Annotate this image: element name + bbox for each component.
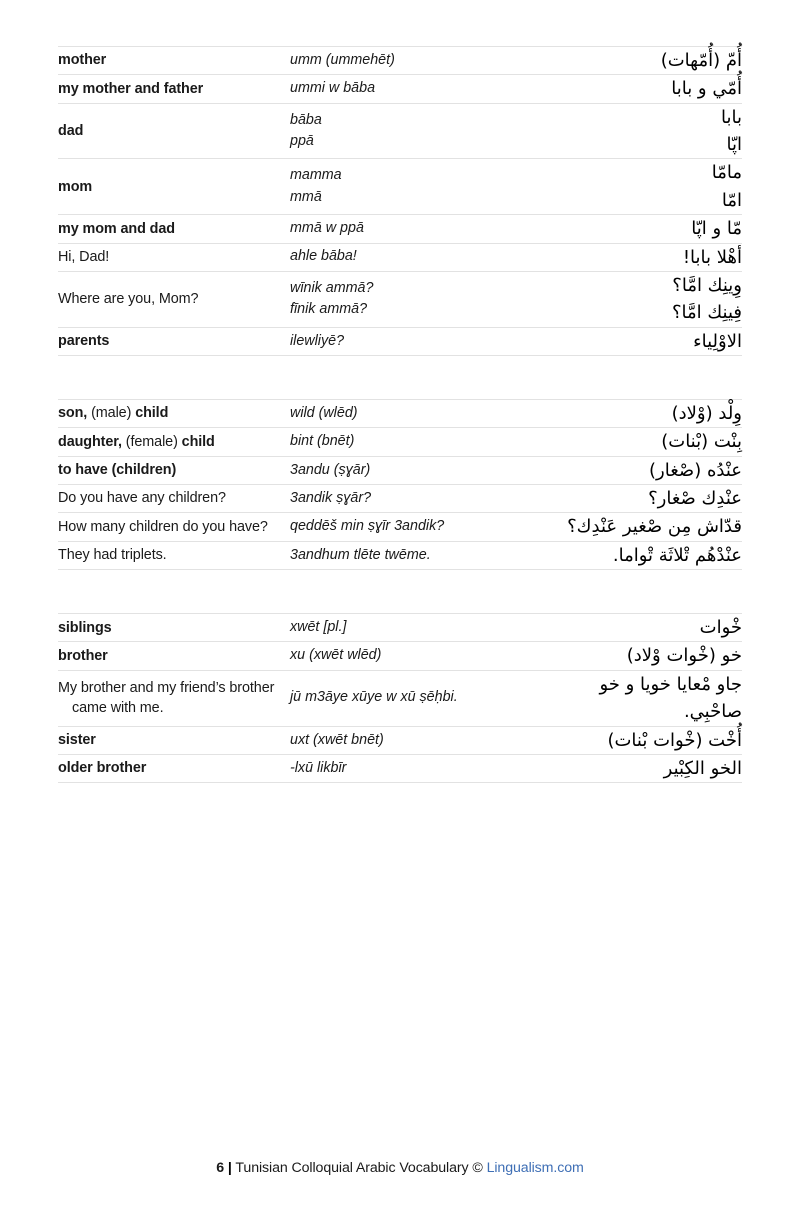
arabic-line: أُمّ (أُمّهات) xyxy=(660,50,742,71)
transliteration xyxy=(290,670,533,726)
transliteration xyxy=(290,215,533,243)
arabic-line: بابا xyxy=(721,106,742,128)
transliteration-line: wild (wlēd) xyxy=(290,404,358,421)
transliteration-line: uxt (xwēt bnēt) xyxy=(290,731,384,748)
arabic-line: أُخْت (خْوات بْنات) xyxy=(607,729,742,751)
arabic-term xyxy=(533,327,742,355)
transliteration-line: xu (xwēt wlēd) xyxy=(290,647,382,664)
arabic-term xyxy=(533,541,742,569)
arabic-line: صاحْبِي. xyxy=(683,701,742,723)
arabic-term xyxy=(533,159,742,215)
transliteration xyxy=(290,243,533,271)
arabic-term xyxy=(533,726,742,754)
table-row xyxy=(58,215,742,243)
arabic-term xyxy=(533,47,742,75)
transliteration xyxy=(290,754,533,782)
arabic-line: عنْدُه (صْغار) xyxy=(649,459,742,481)
arabic-term xyxy=(533,754,742,782)
transliteration-line: -lxū likbīr xyxy=(290,759,347,776)
arabic-line: أهْلا بابا! xyxy=(682,246,742,268)
table-row xyxy=(58,456,742,484)
transliteration xyxy=(290,456,533,484)
page-footer xyxy=(0,1160,800,1176)
transliteration-line: ahle bāba! xyxy=(290,248,357,265)
transliteration xyxy=(290,541,533,569)
transliteration xyxy=(290,103,533,159)
transliteration xyxy=(290,159,533,215)
arabic-line: خْوات xyxy=(699,617,742,639)
table-row xyxy=(58,513,742,541)
transliteration xyxy=(290,327,533,355)
transliteration-line: bint (bnēt) xyxy=(290,433,355,450)
table-row xyxy=(58,243,742,271)
english-term: son, (male) child xyxy=(58,399,290,427)
arabic-line: الخو الكِبْير xyxy=(663,757,742,779)
transliteration-line: jū m3āye xūye w xū ṣēḥbi. xyxy=(290,689,458,706)
table-row xyxy=(58,103,742,159)
transliteration-line: 3andik ṣɣār? xyxy=(290,489,372,506)
transliteration-line: qeddēš min ṣɣīr 3andik? xyxy=(290,518,445,535)
arabic-line: الاوْلِياء xyxy=(693,330,742,352)
transliteration-line: 3andhum tlēte twēme. xyxy=(290,546,431,563)
arabic-line: وِلْد (وْلاد) xyxy=(671,402,742,424)
table-row xyxy=(58,670,742,726)
transliteration-line: ppā xyxy=(290,133,314,150)
english-term: mother xyxy=(58,47,290,75)
arabic-line: وِينِك امَّا؟ xyxy=(672,274,742,296)
arabic-term xyxy=(533,215,742,243)
arabic-line: قدّاش مِن صْغير عَنْدِك؟ xyxy=(567,516,742,538)
transliteration-line: ilewliyē? xyxy=(290,332,345,349)
block-spacer xyxy=(58,570,742,614)
footer-separator: | xyxy=(227,1160,232,1176)
arabic-term xyxy=(533,75,742,103)
arabic-term xyxy=(533,485,742,513)
transliteration-line: xwēt [pl.] xyxy=(290,619,347,636)
transliteration xyxy=(290,271,533,327)
footer-title: Tunisian Colloquial Arabic Vocabulary xyxy=(235,1160,469,1176)
english-term: How many children do you have? xyxy=(58,513,290,541)
transliteration-line: ummi w bāba xyxy=(290,80,376,97)
table-row xyxy=(58,541,742,569)
arabic-term xyxy=(533,456,742,484)
table-row xyxy=(58,271,742,327)
arabic-term xyxy=(533,103,742,159)
arabic-term xyxy=(533,614,742,642)
english-term: Do you have any children? xyxy=(58,485,290,513)
english-term: They had triplets. xyxy=(58,541,290,569)
table-row xyxy=(58,159,742,215)
table-row xyxy=(58,754,742,782)
english-term: daughter, (female) child xyxy=(58,428,290,456)
table-row xyxy=(58,485,742,513)
arabic-line: امّا xyxy=(721,189,742,211)
transliteration xyxy=(290,726,533,754)
transliteration-line: mmā xyxy=(290,188,322,205)
transliteration xyxy=(290,485,533,513)
table-row xyxy=(58,614,742,642)
transliteration xyxy=(290,513,533,541)
english-term: brother xyxy=(58,642,290,670)
transliteration-line: fīnik ammā? xyxy=(290,301,368,318)
english-term: to have (children) xyxy=(58,456,290,484)
table-row xyxy=(58,75,742,103)
arabic-term xyxy=(533,271,742,327)
transliteration-line: bāba xyxy=(290,111,322,128)
transliteration xyxy=(290,642,533,670)
english-term: Hi, Dad! xyxy=(58,243,290,271)
arabic-line: جاو مْعايا خويا و خو xyxy=(599,673,742,695)
arabic-line: خو (خْوات وْلاد) xyxy=(626,645,742,667)
english-term: my mother and father xyxy=(58,75,290,103)
transliteration-line: 3andu (ṣɣār) xyxy=(290,461,371,478)
arabic-term xyxy=(533,243,742,271)
table-row xyxy=(58,642,742,670)
english-term: Where are you, Mom? xyxy=(58,271,290,327)
block-spacer-cell xyxy=(58,355,742,399)
arabic-line: اپّا xyxy=(726,134,742,156)
arabic-line: مامّا xyxy=(711,162,742,184)
table-row xyxy=(58,47,742,75)
footer-brand-link[interactable]: Lingualism.com xyxy=(486,1160,584,1176)
transliteration-line: umm (ummehēt) xyxy=(290,51,395,68)
arabic-line: أُمّي و بابا xyxy=(671,78,742,100)
arabic-line: مّا و اپّا xyxy=(691,218,742,240)
transliteration-line: wīnik ammā? xyxy=(290,279,374,296)
block-spacer xyxy=(58,355,742,399)
table-row xyxy=(58,428,742,456)
transliteration xyxy=(290,47,533,75)
table-row xyxy=(58,726,742,754)
arabic-term xyxy=(533,513,742,541)
english-term: sister xyxy=(58,726,290,754)
english-term: older brother xyxy=(58,754,290,782)
footer-copyright-icon: © xyxy=(472,1160,483,1176)
arabic-line: عنْدْهُم تْلاثَة تْواما. xyxy=(612,544,742,566)
transliteration-line: mmā w ppā xyxy=(290,220,364,237)
english-term: mom xyxy=(58,159,290,215)
english-term: dad xyxy=(58,103,290,159)
arabic-line: عنْدِك صْغار؟ xyxy=(648,488,742,510)
block-spacer-cell xyxy=(58,570,742,614)
arabic-term xyxy=(533,642,742,670)
table-row xyxy=(58,399,742,427)
english-term: siblings xyxy=(58,614,290,642)
arabic-line: بِنْت (بْنات) xyxy=(661,431,742,453)
arabic-line: فِينِك امَّا؟ xyxy=(671,302,742,324)
english-term: my mom and dad xyxy=(58,215,290,243)
arabic-term xyxy=(533,428,742,456)
transliteration xyxy=(290,75,533,103)
english-term: parents xyxy=(58,327,290,355)
transliteration-line: mamma xyxy=(290,167,342,184)
transliteration xyxy=(290,614,533,642)
english-term: My brother and my friend’s brother came with me. xyxy=(58,670,290,726)
arabic-term xyxy=(533,399,742,427)
vocabulary-table xyxy=(58,46,742,783)
table-row xyxy=(58,327,742,355)
footer-page-number: 6 xyxy=(216,1160,225,1176)
transliteration xyxy=(290,399,533,427)
transliteration xyxy=(290,428,533,456)
arabic-term xyxy=(533,670,742,726)
